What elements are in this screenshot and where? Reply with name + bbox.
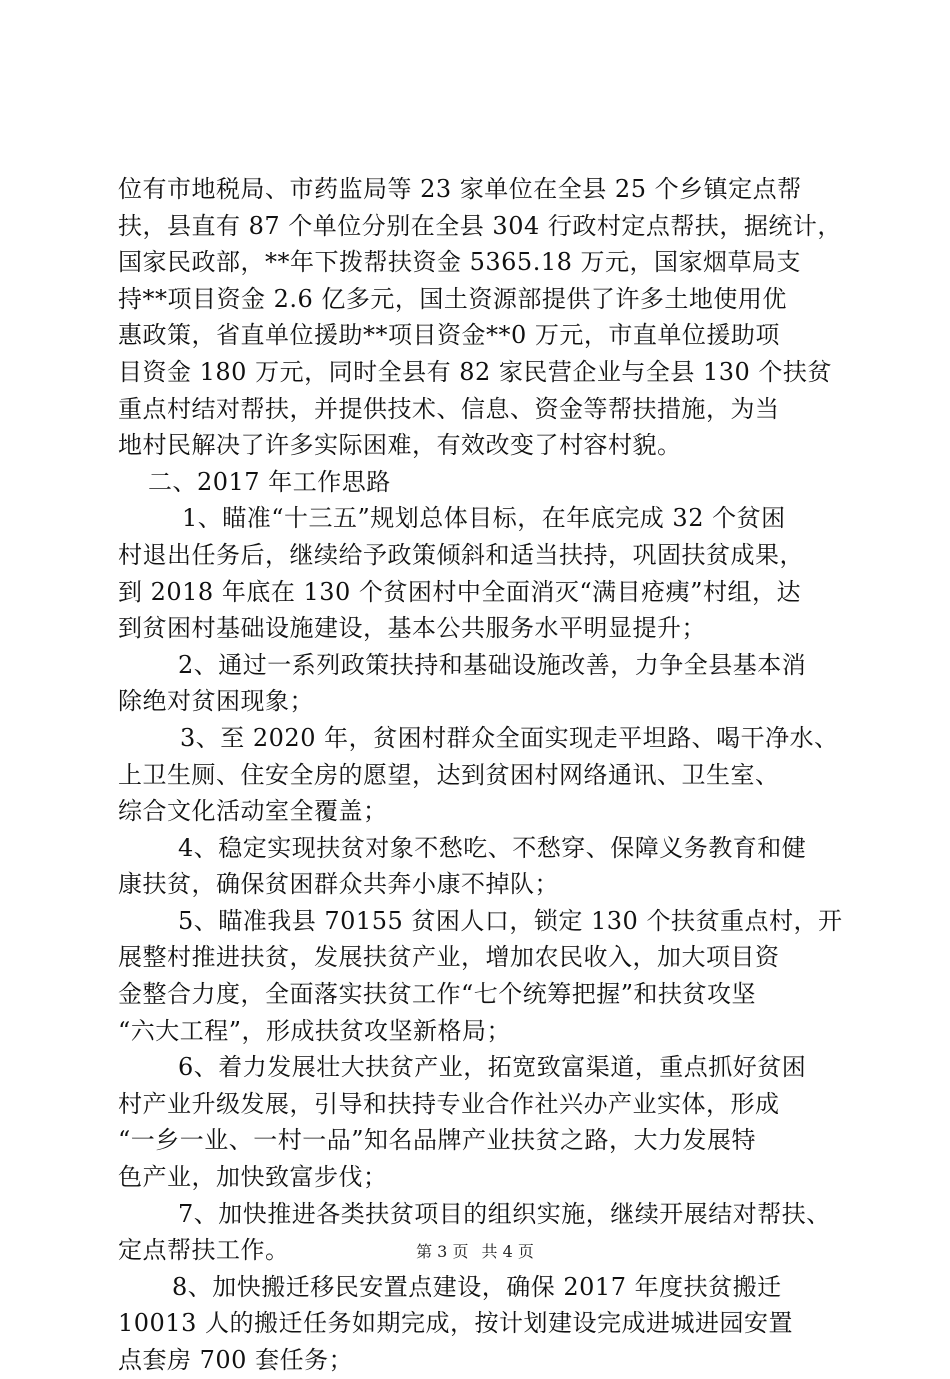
page-footer [0,1240,950,1264]
text-line: 点套房 700 套任务； [118,1346,354,1374]
text-line: 色产业，加快致富步伐； [118,1163,388,1192]
text-line: 7、加快推进各类扶贫项目的组织实施，继续开展结对帮扶、 [178,1199,831,1228]
text-line: 2、通过一系列政策扶持和基础设施改善，力争全县基本消 [178,650,807,679]
text-line: 10013 人的搬迁任务如期完成，按计划建设完成进城进园安置 [118,1309,793,1338]
text-line: 除绝对贫困现象； [118,687,314,716]
text-line: 金整合力度，全面落实扶贫工作“七个统筹把握”和扶贫攻坚 [118,980,757,1009]
text-line: 国家民政部，**年下拨帮扶资金 5365.18 万元，国家烟草局支 [118,248,802,277]
text-line: 8、加快搬迁移民安置点建设，确保 2017 年度扶贫搬迁 [172,1272,782,1301]
text-line: 上卫生厕、住安全房的愿望，达到贫困村网络通讯、卫生室、 [118,760,780,789]
text-line: 惠政策，省直单位援助**项目资金**0 万元，市直单位援助项 [118,321,780,350]
page-number: 第 3 页 [416,1242,469,1261]
text-line: 村产业升级发展，引导和扶持专业合作社兴办产业实体，形成 [118,1089,780,1118]
text-line: 目资金 180 万元，同时全县有 82 家民营企业与全县 130 个扶贫 [118,357,832,386]
text-line: “六大工程”，形成扶贫攻坚新格局； [118,1016,512,1045]
document-body [118,171,850,1379]
text-line: 综合文化活动室全覆盖； [118,797,388,826]
text-line: 3、至 2020 年，贫困村群众全面实现走平坦路、喝干净水、 [180,723,839,752]
text-line: 4、稳定实现扶贫对象不愁吃、不愁穿、保障义务教育和健 [178,833,807,862]
page-total: 共 4 页 [481,1242,534,1261]
text-line: 1、瞄准“十三五”规划总体目标，在年底完成 32 个贫困 [182,504,786,533]
text-line: 6、着力发展壮大扶贫产业，拓宽致富渠道，重点抓好贫困 [178,1053,807,1082]
text-line: 定点帮扶工作。 [118,1236,290,1265]
text-line: 康扶贫，确保贫困群众共奔小康不掉队； [118,870,559,899]
text-line: 到贫困村基础设施建设，基本公共服务水平明显提升； [118,614,706,643]
text-line: 重点村结对帮扶，并提供技术、信息、资金等帮扶措施，为当 [118,394,780,423]
text-line: 二、2017 年工作思路 [148,467,391,496]
text-line: 5、瞄准我县 70155 贫困人口，锁定 130 个扶贫重点村，开 [178,906,843,935]
text-line: 村退出任务后，继续给予政策倾斜和适当扶持，巩固扶贫成果， [118,540,804,569]
text-line: 地村民解决了许多实际困难，有效改变了村容村貌。 [118,431,682,460]
text-line: 持**项目资金 2.6 亿多元，国土资源部提供了许多土地使用优 [118,284,787,313]
text-line: “一乡一业、一村一品”知名品牌产业扶贫之路，大力发展特 [118,1126,757,1155]
text-line: 位有市地税局、市药监局等 23 家单位在全县 25 个乡镇定点帮 [118,175,802,203]
text-line: 到 2018 年底在 130 个贫困村中全面消灭“满目疮痍”村组，达 [118,577,801,606]
text-line: 扶，县直有 87 个单位分别在全县 304 行政村定点帮扶，据统计， [118,211,842,240]
text-line: 展整村推进扶贫，发展扶贫产业，增加农民收入，加大项目资 [118,943,780,972]
